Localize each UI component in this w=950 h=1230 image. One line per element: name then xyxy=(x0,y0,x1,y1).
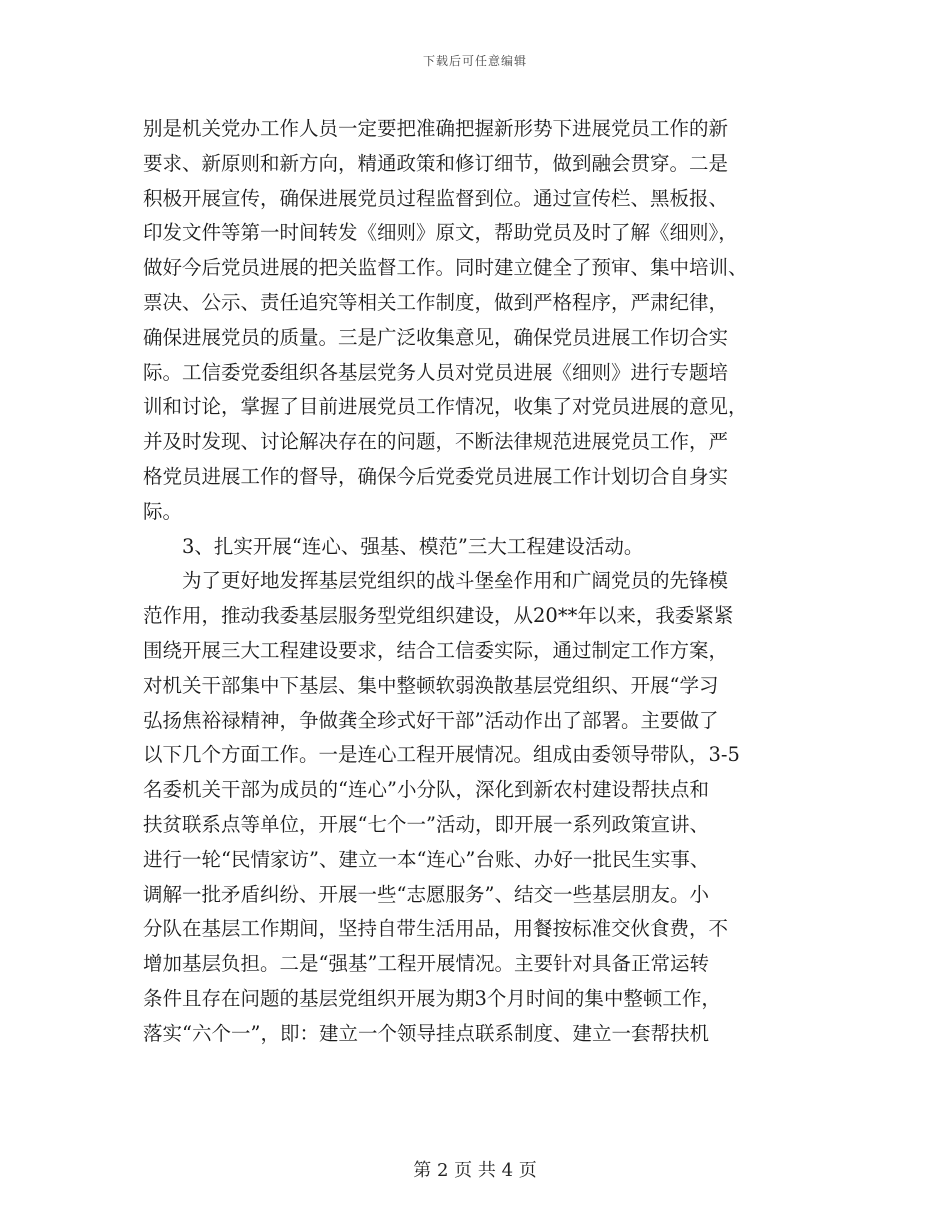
body-line: 票决、公示、责任追究等相关工作制度，做到严格程序，严肃纪律， xyxy=(143,290,729,314)
body-line: 调解一批矛盾纠纷、开展一些“志愿服务”、结交一些基层朋友。小 xyxy=(143,882,709,906)
body-line: 条件且存在问题的基层党组织开展为期3个月时间的集中整顿工作， xyxy=(143,986,721,1010)
body-line: 做好今后党员进展的把关监督工作。同时建立健全了预审、集中培训、 xyxy=(143,256,748,280)
body-line: 印发文件等第一时间转发《细则》原文，帮助党员及时了解《细则》， xyxy=(143,221,738,245)
body-line: 际。 xyxy=(143,499,183,523)
body-line: 围绕开展三大工程建设要求，结合工信委实际，通过制定工作方案， xyxy=(143,638,729,662)
body-line: 落实“六个一”，即：建立一个领导挂点联系制度、建立一套帮扶机 xyxy=(143,1021,709,1045)
page-number-footer: 第 2 页 共 4 页 xyxy=(413,1160,537,1181)
document-body xyxy=(143,112,808,1052)
page-header: 下载后可任意编辑 xyxy=(422,54,527,68)
paragraph-first-line: 为了更好地发挥基层党组织的战斗堡垒作用和广阔党员的先锋模 xyxy=(182,569,729,593)
body-line: 分队在基层工作期间，坚持自带生活用品，用餐按标准交伙食费，不 xyxy=(143,917,729,941)
section-heading: 3、扎实开展“连心、强基、模范”三大工程建设活动。 xyxy=(182,534,644,558)
body-line: 际。工信委党委组织各基层党务人员对党员进展《细则》进行专题培 xyxy=(143,360,729,384)
body-line: 确保进展党员的质量。三是广泛收集意见，确保党员进展工作切合实 xyxy=(143,325,729,349)
body-line: 增加基层负担。二是“强基”工程开展情况。主要针对具备正常运转 xyxy=(143,952,709,976)
body-line: 并及时发现、讨论解决存在的问题，不断法律规范进展党员工作，严 xyxy=(143,430,729,454)
body-line: 进行一轮“民情家访”、建立一本“连心”台账、办好一批民生实事、 xyxy=(143,847,710,871)
body-line: 积极开展宣传，确保进展党员过程监督到位。通过宣传栏、黑板报、 xyxy=(143,186,729,210)
body-line: 要求、新原则和新方向，精通政策和修订细节，做到融会贯穿。二是 xyxy=(143,151,729,175)
body-line: 格党员进展工作的督导，确保今后党委党员进展工作计划切合自身实 xyxy=(143,464,729,488)
body-line: 名委机关干部为成员的“连心”小分队，深化到新农村建设帮扶点和 xyxy=(143,778,709,802)
body-line: 训和讨论，掌握了目前进展党员工作情况，收集了对党员进展的意见， xyxy=(143,395,748,419)
body-line: 弘扬焦裕禄精神，争做龚全珍式好干部”活动作出了部署。主要做了 xyxy=(143,708,719,732)
body-line: 范作用，推动我委基层服务型党组织建设，从20**年以来，我委紧紧 xyxy=(143,604,734,628)
body-line: 对机关干部集中下基层、集中整顿软弱涣散基层党组织、开展“学习 xyxy=(143,673,719,697)
body-line: 以下几个方面工作。一是连心工程开展情况。组成由委领导带队，3-5 xyxy=(143,743,740,767)
body-line: 别是机关党办工作人员一定要把准确把握新形势下进展党员工作的新 xyxy=(143,117,729,140)
body-line: 扶贫联系点等单位，开展“七个一”活动，即开展一系列政策宣讲、 xyxy=(143,812,709,836)
